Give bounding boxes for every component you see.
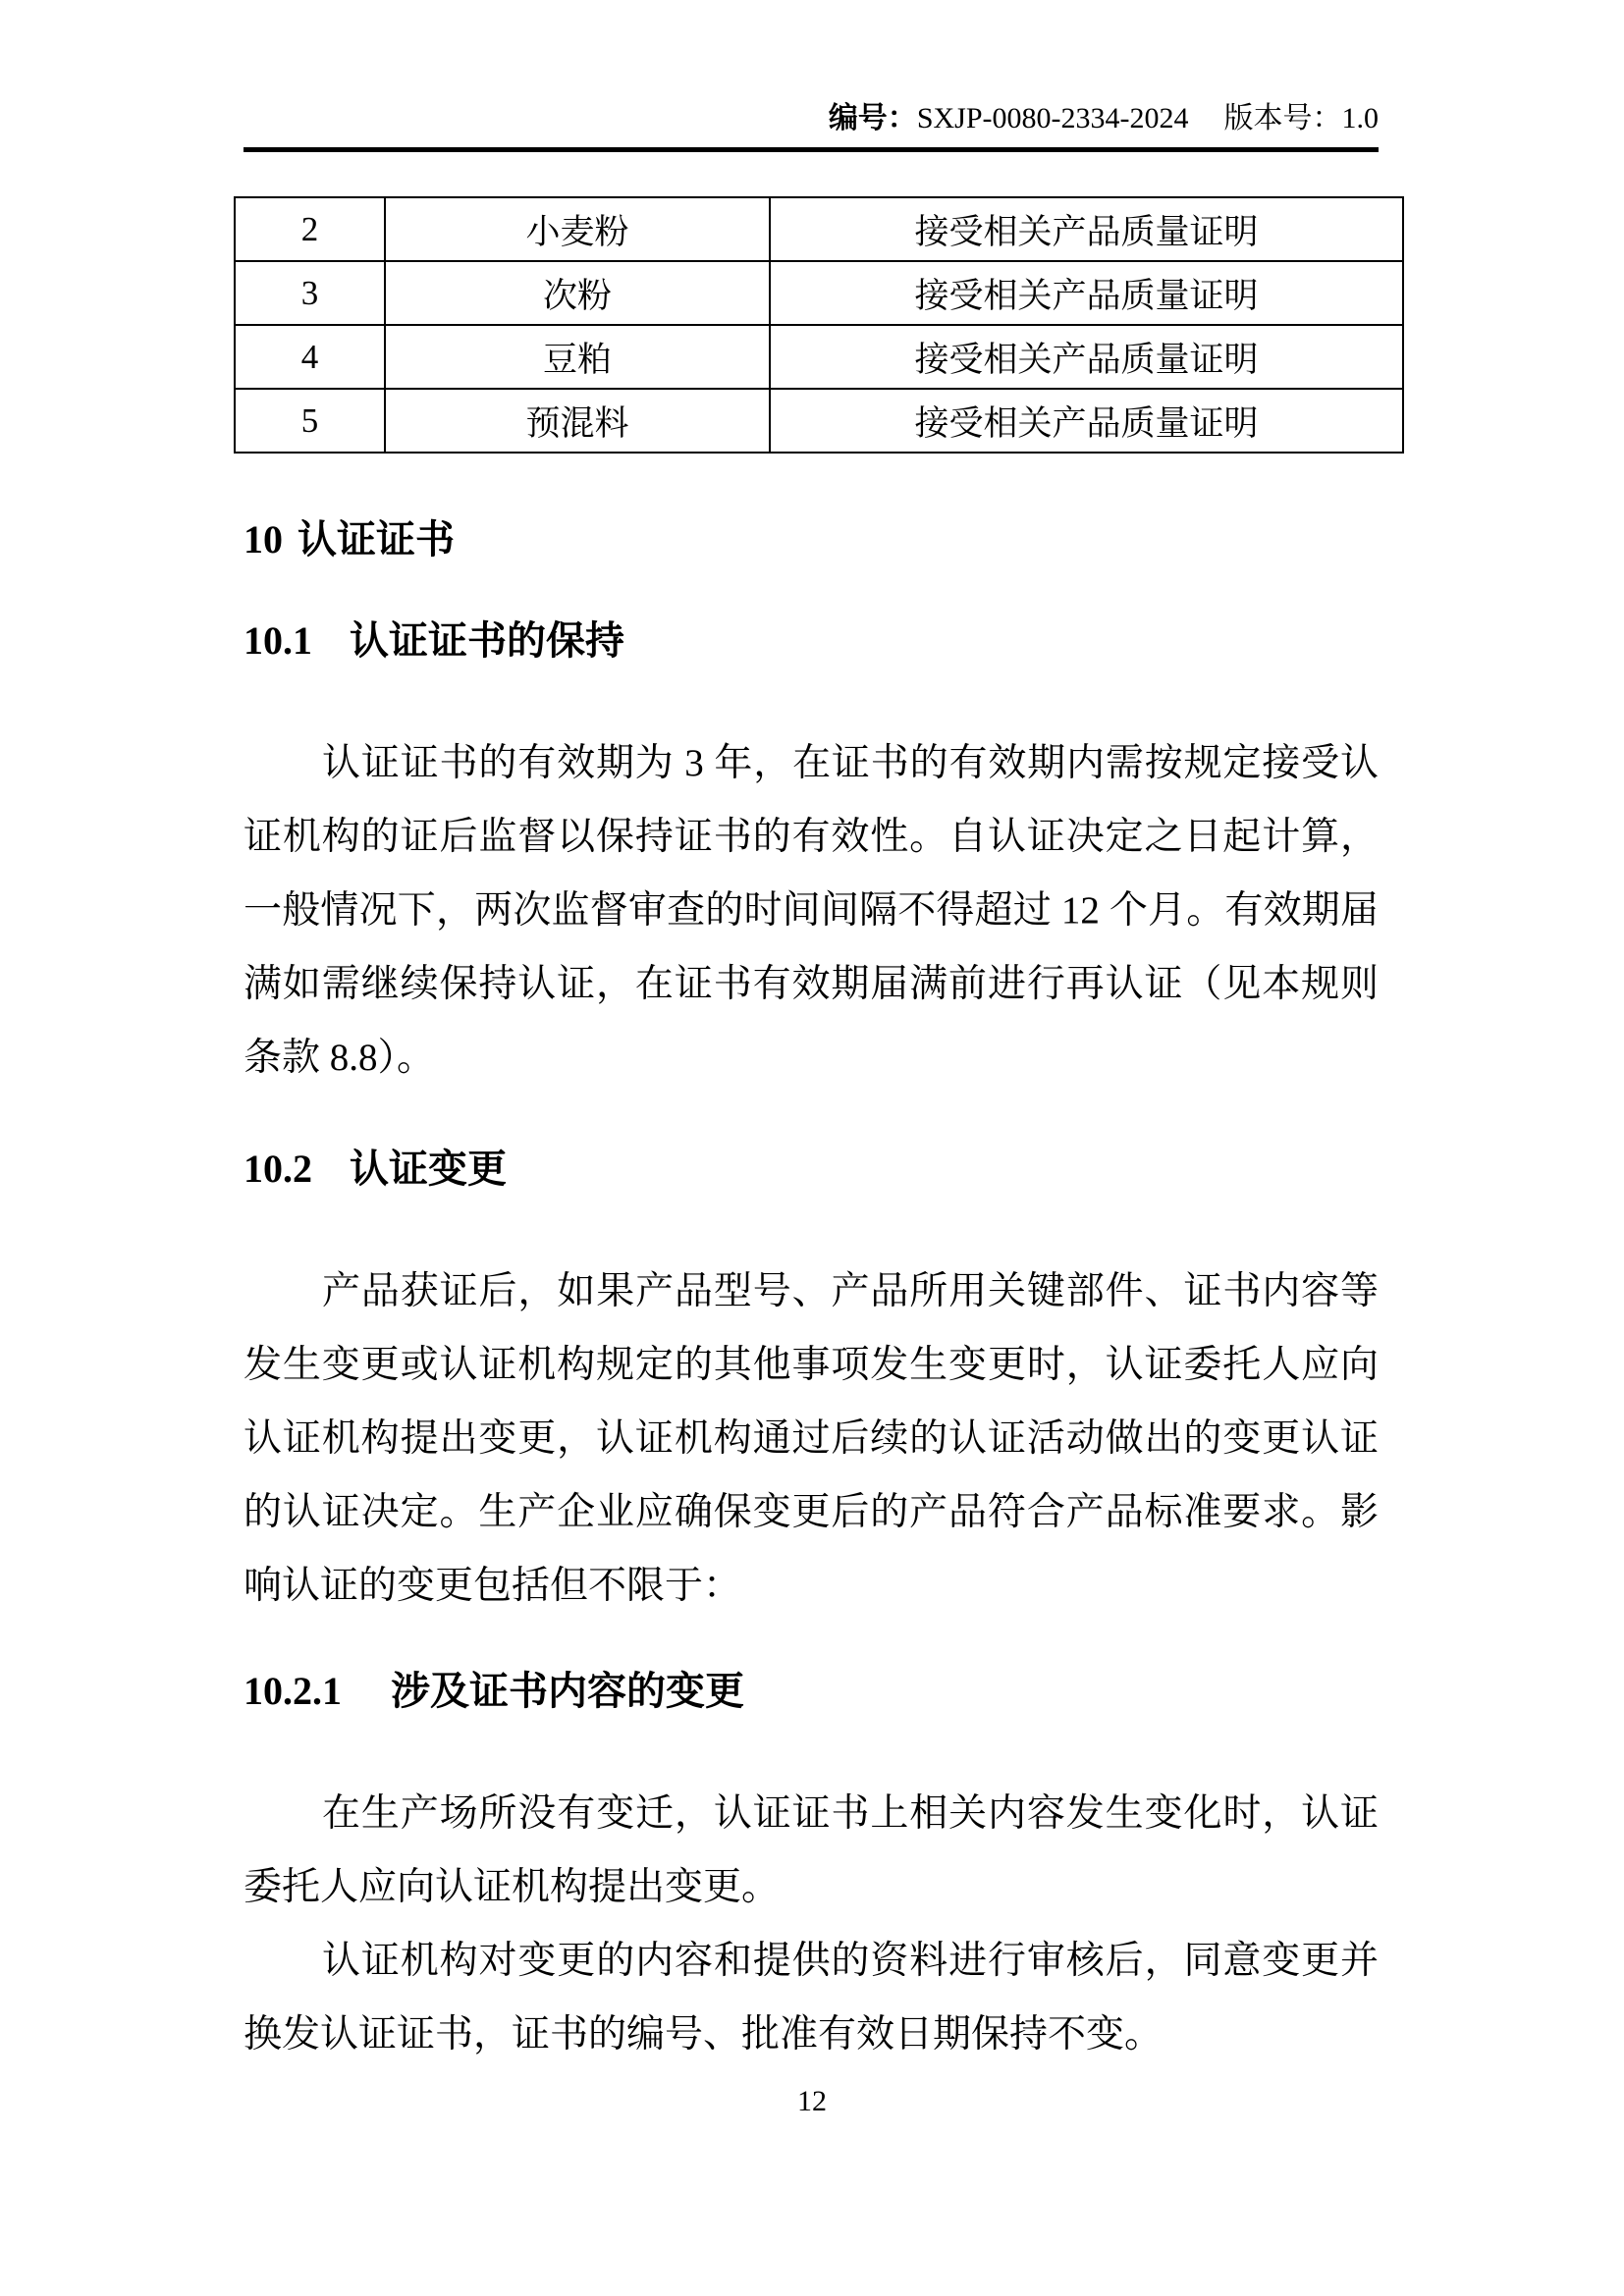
paragraph (244, 1255, 1379, 1623)
text-line: 认证证书的有效期为 3 年，在证书的有效期内需按规定接受认 (322, 742, 1379, 784)
table-row (235, 389, 1403, 453)
heading-title: 认证证书 (298, 517, 455, 561)
version-label: 版本号： (1223, 102, 1342, 134)
subsection-heading (244, 1146, 1379, 1193)
table-row (235, 197, 1403, 261)
text-line: 响认证的变更包括但不限于： (244, 1565, 742, 1607)
table-row (235, 261, 1403, 325)
cell-certification-note: 接受相关产品质量证明 (770, 261, 1403, 325)
cell-material-name: 次粉 (385, 261, 770, 325)
paragraph (244, 1924, 1379, 2071)
table-row (235, 325, 1403, 389)
cell-material-name: 豆粕 (385, 325, 770, 389)
page-number: 12 (797, 2085, 827, 2117)
heading-number: 10.2 (244, 1147, 312, 1191)
text-line: 认证机构对变更的内容和提供的资料进行审核后，同意变更并 (322, 1940, 1379, 1982)
subsection-heading (244, 617, 1379, 665)
cell-certification-note: 接受相关产品质量证明 (770, 389, 1403, 453)
cell-certification-note: 接受相关产品质量证明 (770, 197, 1403, 261)
text-line: 在生产场所没有变迁，认证证书上相关内容发生变化时，认证 (322, 1792, 1379, 1835)
text-line: 认证机构提出变更，认证机构通过后续的认证活动做出的变更认证 (244, 1417, 1379, 1460)
cell-row-number: 5 (235, 389, 385, 453)
version-value: 1.0 (1341, 102, 1379, 134)
paragraph (244, 1777, 1379, 1924)
section-heading (244, 516, 1379, 563)
cell-row-number: 3 (235, 261, 385, 325)
paragraph (244, 726, 1379, 1095)
heading-title: 涉及证书内容的变更 (391, 1669, 744, 1713)
heading-number: 10 (244, 517, 283, 561)
heading-title: 认证证书的保持 (350, 618, 624, 663)
cell-certification-note: 接受相关产品质量证明 (770, 325, 1403, 389)
heading-title: 认证变更 (350, 1147, 507, 1191)
doc-number: SXJP-0080-2334-2024 (916, 102, 1189, 134)
page-header (244, 0, 1379, 152)
subsubsection-heading (244, 1668, 1379, 1715)
cell-material-name: 预混料 (385, 389, 770, 453)
materials-table (234, 196, 1404, 454)
heading-number: 10.2.1 (244, 1669, 342, 1713)
page-footer (0, 2081, 1624, 2122)
heading-number: 10.1 (244, 618, 312, 663)
text-line: 发生变更或认证机构规定的其他事项发生变更时，认证委托人应向 (244, 1344, 1379, 1386)
text-line: 证机构的证后监督以保持证书的有效性。自认证决定之日起计算， (244, 816, 1379, 858)
cell-row-number: 2 (235, 197, 385, 261)
document-body (244, 155, 1379, 2071)
text-line: 的认证决定。生产企业应确保变更后的产品符合产品标准要求。影 (244, 1491, 1379, 1533)
text-line: 一般情况下，两次监督审查的时间间隔不得超过 12 个月。有效期届 (244, 889, 1379, 932)
text-line: 委托人应向认证机构提出变更。 (244, 1866, 781, 1908)
doc-number-label: 编号： (828, 102, 917, 134)
text-line: 满如需继续保持认证，在证书有效期届满前进行再认证（见本规则 (244, 963, 1379, 1005)
cell-material-name: 小麦粉 (385, 197, 770, 261)
materials-table-body (235, 197, 1403, 453)
text-line: 条款 8.8）。 (244, 1037, 436, 1079)
text-line: 换发认证证书，证书的编号、批准有效日期保持不变。 (244, 2013, 1164, 2056)
cell-row-number: 4 (235, 325, 385, 389)
text-line: 产品获证后，如果产品型号、产品所用关键部件、证书内容等 (322, 1270, 1379, 1312)
